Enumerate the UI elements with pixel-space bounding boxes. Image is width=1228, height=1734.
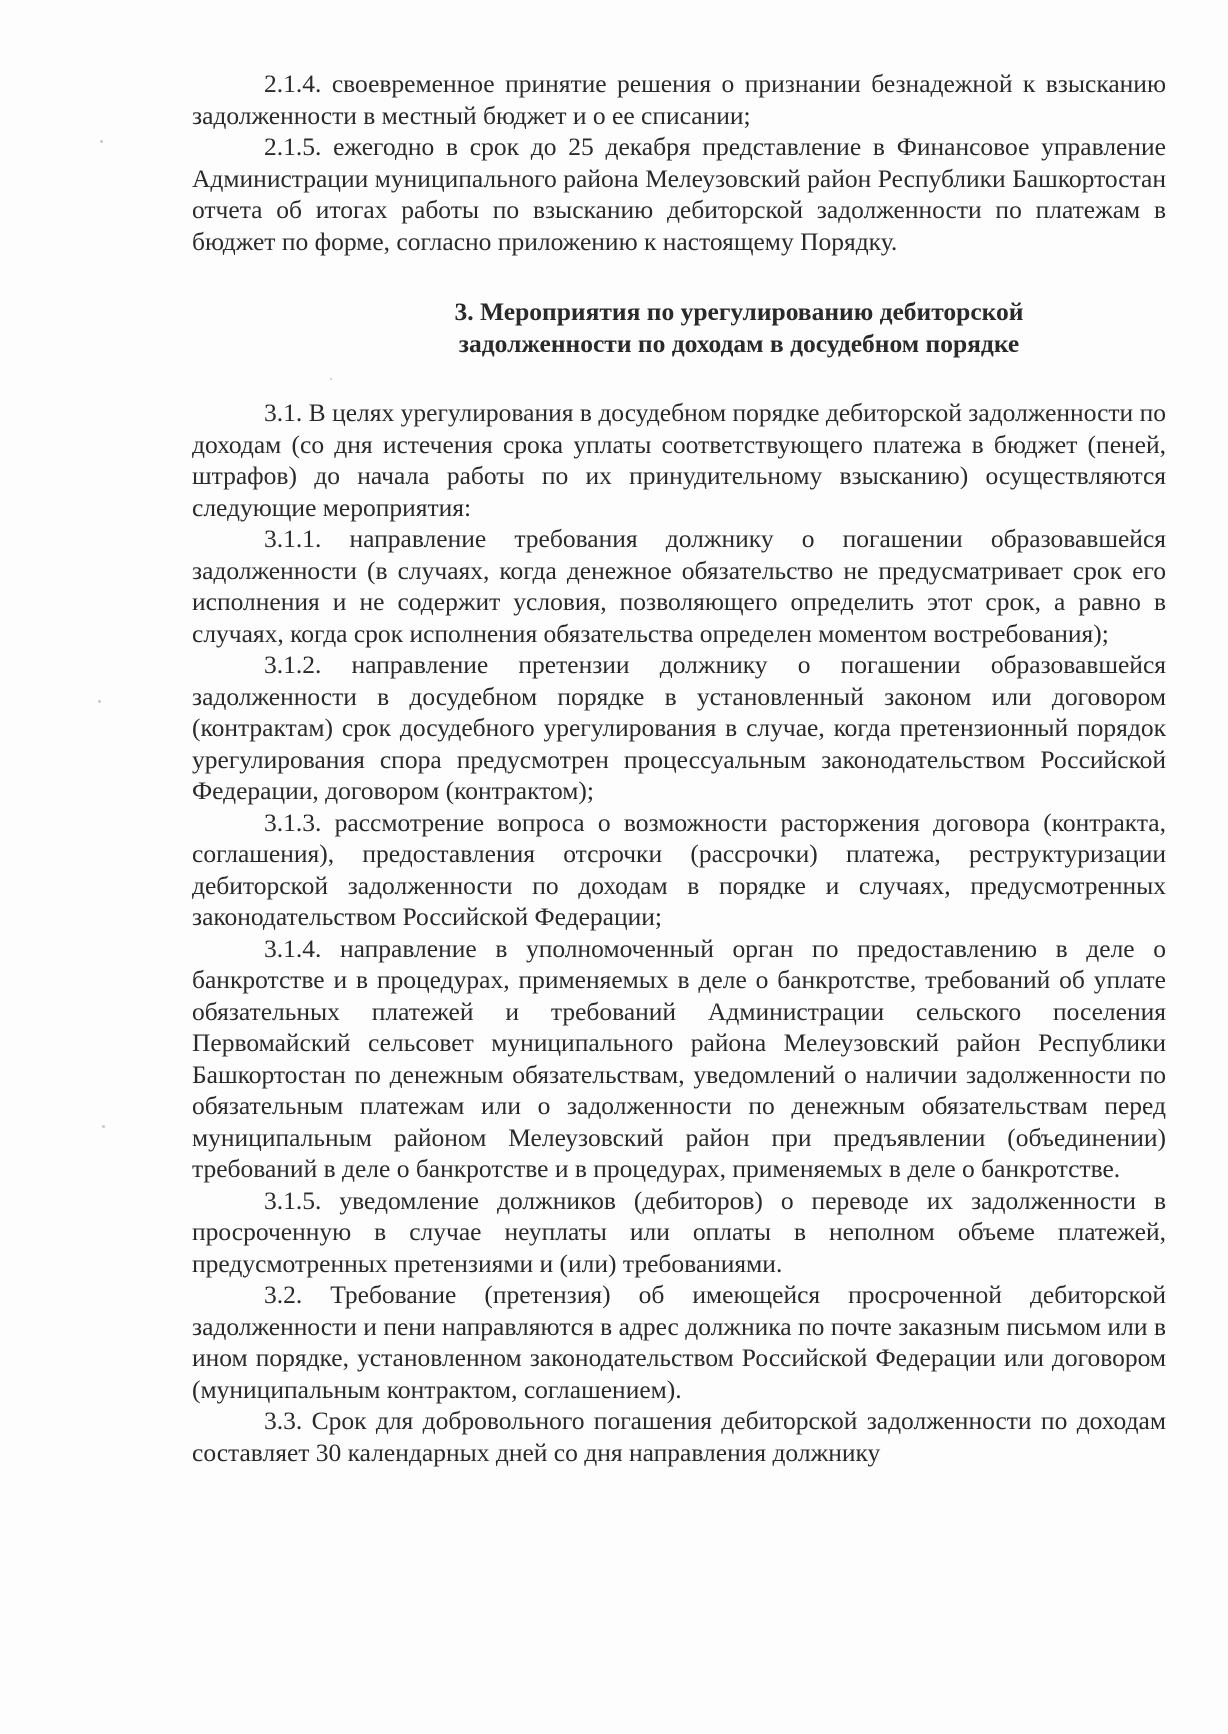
paragraph-2-1-4: 2.1.4. своевременное принятие решения о признании безнадежной к взысканию задолженности в местный бюджет и о ее списании; [192,69,1166,130]
paragraph-3-1-1: 3.1.1. направление требования должнику о погашении образовавшейся задолженности (в случаях, когда денежное обязательство не предусматривает срок его исполнения и не содержит условия, позволяющего определить этот срок, а равно в случаях, когда срок исполнения обязательства определен моментом востребования); [192,524,1166,648]
paragraph-3-2: 3.2. Требование (претензия) об имеющейся просроченной дебиторской задолженности и пени направляются в адрес должника по почте заказным письмом или в ином порядке, установленном законодательством Российской Федерации или договором (муниципальным контрактом, соглашением). [192,1280,1166,1404]
paragraph-2-1-5: 2.1.5. ежегодно в срок до 25 декабря представление в Финансовое управление Администрации муниципального района Мелеузовский район Республики Башкортостан отчета об итогах работы по взысканию дебиторской задолженности по платежам в бюджет по форме, согласно приложению к настоящему Порядку. [192,132,1166,256]
section-heading-line-1: 3. Мероприятия по урегулированию дебиторской [454,297,1024,326]
paragraph-3-3: 3.3. Срок для добровольного погашения дебиторской задолженности по доходам составляет 30 календарных дней со дня направления должнику [192,1406,1166,1467]
paragraph-3-1-3: 3.1.3. рассмотрение вопроса о возможности расторжения договора (контракта, соглашения), предоставления отсрочки (рассрочки) платежа, реструктуризации дебиторской задолженности по доходам в порядке и случаях, предусмотренных законодательством Российской Федерации; [192,807,1166,931]
section-heading [192,296,1166,359]
scan-speck [102,1125,105,1128]
document-body [192,68,1166,1468]
paragraph-3-1-4: 3.1.4. направление в уполномоченный орган по предоставлению в деле о банкротстве и в процедурах, применяемых в деле о банкротстве, требований об уплате обязательных платежей и требований Администрации сельского поселения Первомайский сельсовет муниципального района Мелеузовский район Республики Башкортостан по денежным обязательствам, уведомлений о наличии задолженности по обязательным платежам или о задолженности по денежным обязательствам перед муниципальным районом Мелеузовский район при предъявлении (объединении) требований в деле о банкротстве и в процедурах, применяемых в деле о банкротстве. [192,933,1166,1183]
paragraph-3-1: 3.1. В целях урегулирования в досудебном порядке дебиторской задолженности по доходам (со дня истечения срока уплаты соответствующего платежа в бюджет (пеней, штрафов) до начала работы по их принудительному взысканию) осуществляются следующие мероприятия: [192,398,1166,522]
scan-speck [98,700,101,703]
scan-speck [100,140,103,143]
section-heading-line-2: задолженности по доходам в досудебном порядке [458,328,1020,358]
paragraph-3-1-2: 3.1.2. направление претензии должнику о погашении образовавшейся задолженности в досудебном порядке в установленный законом или договором (контрактам) срок досудебного урегулирования в случае, когда претензионный порядок урегулирования спора предусмотрен процессуальным законодательством Российской Федерации, договором (контрактом); [192,650,1166,805]
paragraph-3-1-5: 3.1.5. уведомление должников (дебиторов) о переводе их задолженности в просроченную в случае неуплаты или оплаты в неполном объеме платежей, предусмотренных претензиями и (или) требованиями. [192,1185,1166,1278]
